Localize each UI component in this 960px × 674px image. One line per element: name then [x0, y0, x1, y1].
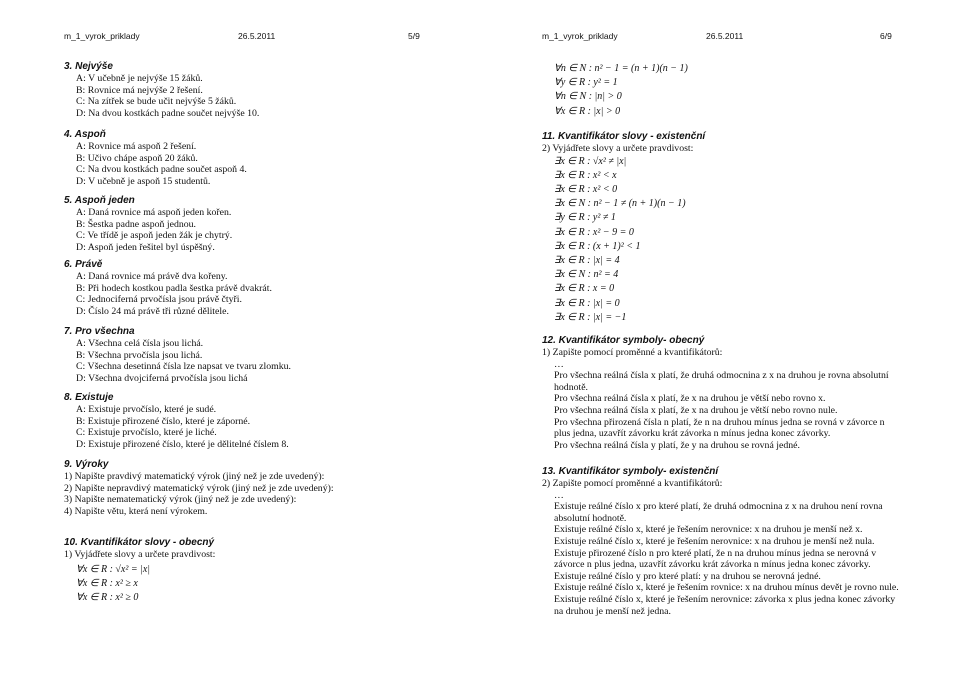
line: C: Jednociferná prvočísla jsou právě čtyři.: [76, 294, 242, 306]
line: C: Všechna desetinná čísla lze napsat ve tvaru zlomku.: [76, 361, 292, 373]
line: 4) Napište větu, která není výrokem.: [64, 505, 208, 517]
section-title: 5. Aspoň jeden: [64, 195, 135, 206]
section-title: 8. Existuje: [64, 392, 114, 403]
section-10: [64, 536, 215, 605]
line: D: V učebně je aspoň 15 studentů.: [76, 175, 211, 187]
line: A: V učebně je nejvýše 15 žáků.: [76, 73, 203, 84]
line: …: [554, 358, 564, 370]
line: C: Ve třídě je aspoň jeden žák je chytrý.: [76, 230, 233, 242]
line: 1) Zapište pomocí proměnné a kvantifikátorů:: [542, 347, 723, 358]
line: 1) Vyjádřete slovy a určete pravdivost:: [64, 549, 216, 560]
math-line: ∃x ∈ N : n² − 1 ≠ (n + 1)(n − 1): [554, 198, 686, 210]
line: Existuje reálné číslo x pro které platí, že druhá odmocnina z x na druhou není rovna absolutní hodnotě.: [554, 501, 883, 524]
line: Pro všechna reálná čísla x platí, že x na druhou je větší nebo rovno x.: [554, 393, 826, 405]
header-page: 5/9: [408, 31, 420, 41]
math-line: ∃x ∈ R : x = 0: [554, 283, 615, 295]
line: D: Číslo 24 má právě tři různé dělitele.: [76, 305, 229, 317]
line: A: Daná rovnice má aspoň jeden kořen.: [76, 207, 232, 218]
top-math: [554, 62, 688, 119]
math-line: ∀n ∈ N : n² − 1 = (n + 1)(n − 1): [554, 63, 688, 74]
section-8: [64, 391, 289, 450]
math-line: ∃x ∈ R : √x² ≠ |x|: [554, 155, 627, 167]
math-line: ∀x ∈ R : x² ≥ 0: [76, 592, 139, 603]
section-6: [64, 258, 272, 317]
math-line: ∃x ∈ R : x² < 0: [554, 184, 618, 195]
line: A: Existuje prvočíslo, které je sudé.: [76, 404, 217, 415]
math-line: ∀n ∈ N : |n| > 0: [554, 91, 622, 103]
line: D: Na dvou kostkách padne součet nejvýše 10.: [76, 107, 260, 119]
line: A: Rovnice má aspoň 2 řešení.: [76, 141, 197, 152]
section-11: [542, 130, 705, 325]
line: 2) Napište nepravdivý matematický výrok (jiný než je zde uvedený):: [64, 482, 334, 494]
line: D: Všechna dvojciferná prvočísla jsou lichá: [76, 372, 248, 384]
math-line: ∀x ∈ R : |x| > 0: [554, 105, 621, 117]
line: C: Na zítřek se bude učit nejvýše 5 žáků.: [76, 96, 237, 108]
math-line: ∃x ∈ R : (x + 1)² < 1: [554, 240, 641, 252]
math-line: ∀x ∈ R : x² ≥ x: [76, 577, 138, 589]
line: Pro všechna reálná čísla x platí, že druhá odmocnina z x na druhou je rovna absolutní hodnotě.: [554, 370, 889, 393]
page-right: [480, 0, 960, 674]
section-title: 7. Pro všechna: [64, 326, 135, 337]
line: B: Existuje přirozené číslo, které je záporné.: [76, 415, 251, 427]
line: 3) Napište nematematický výrok (jiný než je zde uvedený):: [64, 494, 297, 506]
section-title: 10. Kvantifikátor slovy - obecný: [64, 537, 215, 548]
math-line: ∃x ∈ R : |x| = −1: [554, 311, 627, 323]
line: B: Učivo chápe aspoň 20 žáků.: [76, 152, 198, 164]
section-title: 12. Kvantifikátor symboly- obecný: [542, 335, 705, 346]
line: Existuje reálné číslo x, které je řešením nerovnice: závorka x plus jedna konec závorky na druhou je menší než jedna.: [554, 593, 896, 617]
section-9: [64, 458, 334, 517]
line: D: Aspoň jeden řešitel byl úspěšný.: [76, 241, 215, 253]
section-title: 9. Výroky: [64, 459, 109, 470]
line: Pro všechna přirozená čísla n platí, že n na druhou mínus jedna se rovná v závorce n plus jedna, uzavřít závorku krát závorka n mínus jedna konec závorky.: [554, 416, 885, 440]
section-title: 6. Právě: [64, 259, 103, 270]
line: Existuje reálné číslo y pro které platí: y na druhou se nerovná jedné.: [554, 570, 821, 582]
line: A: Daná rovnice má právě dva kořeny.: [76, 271, 228, 282]
header-page: 6/9: [880, 31, 892, 41]
line: Pro všechna reálná čísla x platí, že x na druhou je větší nebo rovno nule.: [554, 404, 838, 416]
math-line: ∃x ∈ R : |x| = 4: [554, 255, 620, 267]
header-file: m_1_vyrok_priklady: [542, 31, 618, 41]
section-4: [64, 128, 247, 187]
header-date: 26.5.2011: [238, 31, 276, 41]
section-title: 11. Kvantifikátor slovy - existenční: [542, 131, 706, 142]
math-line: ∃x ∈ R : x² < x: [554, 169, 617, 181]
line: A: Všechna celá čísla jsou lichá.: [76, 338, 204, 349]
line: D: Existuje přirozené číslo, které je dělitelné číslem 8.: [76, 438, 289, 450]
header-file: m_1_vyrok_priklady: [64, 31, 140, 41]
line: 2) Vyjádřete slovy a určete pravdivost:: [542, 143, 694, 154]
line: 2) Zapište pomocí proměnné a kvantifikátorů:: [542, 478, 723, 489]
math-line: ∀x ∈ R : √x² = |x|: [76, 563, 151, 575]
line: Existuje reálné číslo x, které je řešením nerovnice: x na druhou je menší než x.: [554, 524, 863, 536]
line: B: Všechna prvočísla jsou lichá.: [76, 349, 203, 361]
section-7: [64, 325, 291, 384]
line: B: Rovnice má nejvýše 2 řešení.: [76, 84, 203, 96]
line: 1) Napište pravdivý matematický výrok (jiný než je zde uvedený):: [64, 471, 325, 482]
line: B: Šestka padne aspoň jednou.: [76, 218, 196, 230]
section-13: [542, 465, 902, 617]
section-5: [64, 194, 232, 253]
math-line: ∃x ∈ N : n² = 4: [554, 269, 619, 281]
line: Existuje reálné číslo x, které je řešením rovnice: x na druhou mínus devět je rovno nule.: [554, 582, 899, 594]
section-12: [542, 334, 902, 451]
section-title: 13. Kvantifikátor symboly- existenční: [542, 466, 719, 477]
math-line: ∃y ∈ R : y² ≠ 1: [554, 212, 616, 224]
line: Existuje reálné číslo x, které je řešením nerovnice: x na druhou je menší než nula.: [554, 535, 875, 547]
math-line: ∀y ∈ R : y² = 1: [554, 77, 618, 89]
line: Pro všechna reálná čísla y platí, že y na druhou se rovná jedné.: [554, 439, 800, 451]
header-date: 26.5.2011: [706, 31, 744, 41]
section-3: [64, 60, 259, 119]
section-title: 4. Aspoň: [64, 129, 106, 140]
section-title: 3. Nejvýše: [64, 61, 113, 72]
math-line: ∃x ∈ R : x² − 9 = 0: [554, 226, 634, 238]
math-line: ∃x ∈ R : |x| = 0: [554, 297, 620, 309]
line: …: [554, 489, 564, 501]
line: Existuje přirozené číslo n pro které platí, že n na druhou mínus jedna se nerovná v závorce n plus jedna, uzavřít závorku krát závorka n mínus jedna konec závorky.: [554, 547, 877, 571]
line: B: Při hodech kostkou padla šestka právě dvakrát.: [76, 282, 272, 294]
line: C: Existuje prvočíslo, které je liché.: [76, 427, 217, 439]
line: C: Na dvou kostkách padne součet aspoň 4.: [76, 164, 247, 176]
